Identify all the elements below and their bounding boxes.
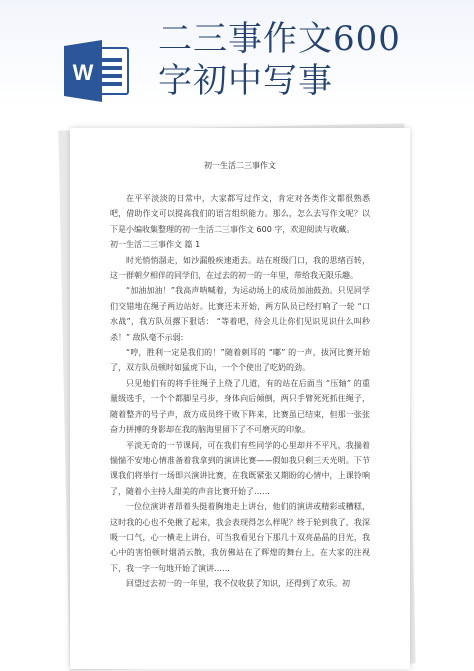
paragraph: 一位位演讲者昂着头挺着胸地走上讲台，他们的演讲或精彩或糟糕，这时我的心也不免揪了起来，我会表现得怎么样呢？终于轮到我了，我深吸一口气，心一横走上讲台，可当我看见台下那几十双亮晶晶的目光，我心中的害怕顿时烟消云散，我仿佛站在了辉煌的舞台上，在大家的注视下，我一字一句地开始了演讲……: [110, 502, 370, 573]
paragraph: 时光悄悄溜走，如沙漏般疾速逝去。站在班级门口，我的思绪百转，这一群朝夕相伴的同学们，在过去的初一的一年里，带给我无限乐趣。: [110, 255, 370, 281]
paragraph: “加油加油！”我高声呐喊着，为运动场上的成员加油鼓劲。只见同学们交错地在绳子两边站好。比赛还未开始，两方队员已经打响了一轮 “口水战”，我方队员撂下狠话： “等着吧，待会儿让你们见识见识什么叫秒杀！” 敌队毫不示弱:: [110, 286, 370, 342]
paragraph: “哼，胜利一定是我们的！”随着刺耳的 “嘟” 的一声，拔河比赛开始了，双方队员顿时如猛虎下山，一个个使出了吃奶的劲。: [110, 348, 370, 373]
paragraph: 回望过去初一的一年里，我不仅收获了知识，还得到了欢乐。初: [126, 579, 350, 589]
document-body: [70, 191, 410, 592]
paragraph-intro: 在平平淡淡的日常中，大家都写过作文，肯定对各类作文都很熟悉吧，借助作文可以提高我们的语言组织能力。那么，怎么去写作文呢？以下是小编收集整理的初一生活二三事作文 600 字，欢迎阅读与收藏。: [110, 194, 370, 234]
banner-title-line-2: 字初中写事: [158, 61, 333, 101]
word-logo-letter: W: [72, 60, 94, 85]
paragraph: 平淡无奇的一节课间，可在我们有些同学的心里却并不平凡，我揣着惴惴不安地心情准备着我拿到的演讲比赛——假如我只剩三天光明。下节课我们将举行一场即兴演讲比赛，在我既紧张又期盼的心情中，上课铃响了，随着小主持人甜美的声音比赛开始了……: [110, 440, 370, 496]
banner-title: [158, 18, 458, 102]
document-page: [70, 128, 410, 669]
word-document-icon: [62, 40, 130, 102]
section-heading: 初一生活二三事作文 篇 1: [110, 240, 201, 250]
paragraph: 只见他们有的将手往绳子上绕了几道，有的站在后面当 “压轴” 的重量级选手，一个个都脚呈弓步，身体向后倾倒，两只手臂死死抓住绳子，随着整齐的号子声，敌方成员终于败下阵来，比赛虽已结束，但那一张张奋力拼搏的身影却在我的脑海里留下了不可磨灭的印象。: [110, 378, 370, 435]
document-title: 初一生活二三事作文: [204, 161, 276, 170]
banner: [0, 0, 474, 110]
banner-title-line-1: 二三事作文600: [158, 19, 401, 59]
